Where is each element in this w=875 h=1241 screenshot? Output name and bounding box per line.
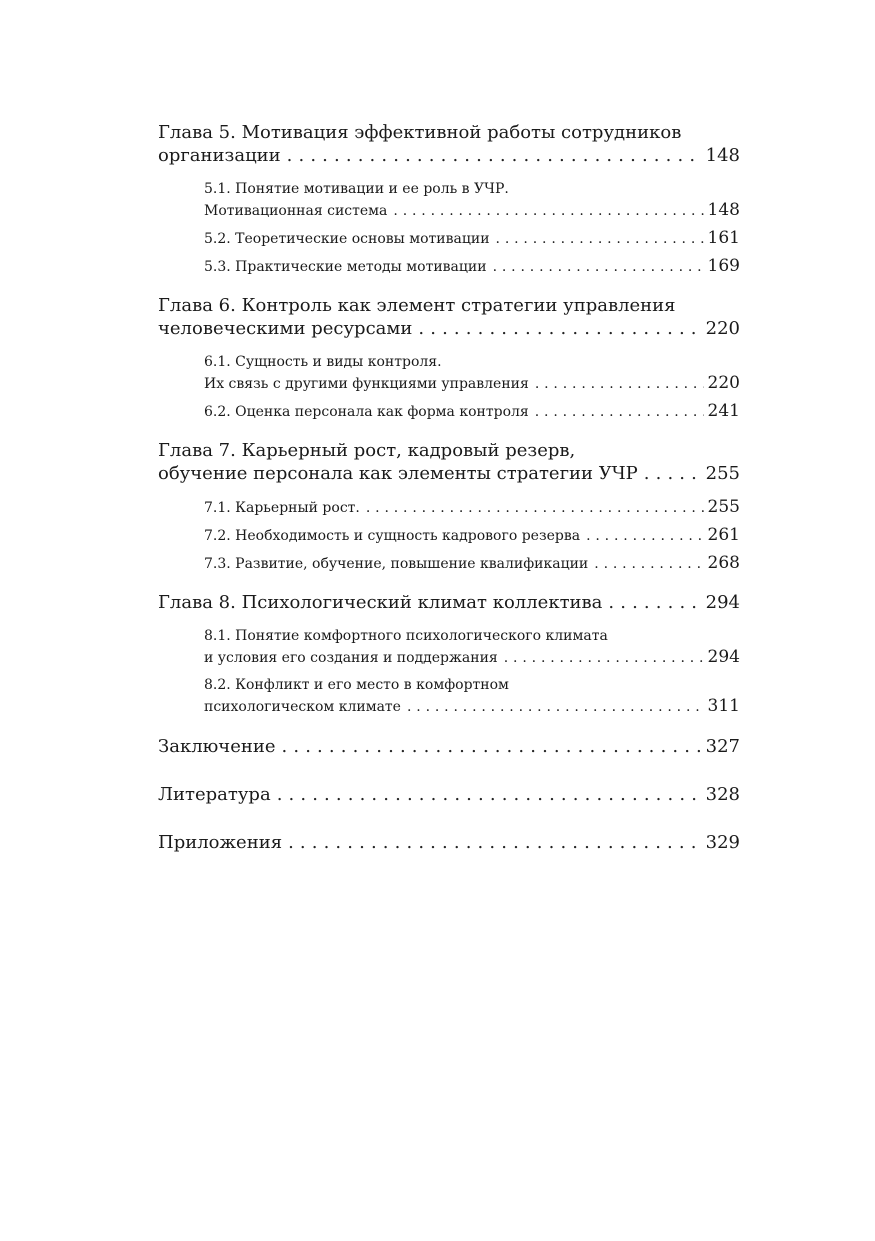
toc-section-title: 7.3. Развитие, обучение, повышение квалификации xyxy=(204,556,589,572)
toc-section-title: 8.2. Конфликт и его место в комфортном xyxy=(204,677,509,693)
toc-section-title: 5.2. Теоретические основы мотивации xyxy=(204,231,490,247)
toc-section-title-cont: психологическом климате xyxy=(204,699,401,715)
page-number: 148 xyxy=(705,145,740,166)
dot-leader xyxy=(418,317,701,340)
toc-section-title-cont: Мотивационная система xyxy=(204,203,388,219)
toc-chapter-8[interactable] xyxy=(158,591,740,614)
toc-section-title: 8.1. Понятие комфортного психологического климата xyxy=(204,628,608,644)
toc-chapter-title: Глава 5. Мотивация эффективной работы сотрудников xyxy=(158,122,682,143)
page-number: 161 xyxy=(707,228,740,248)
toc-section-7-2[interactable] xyxy=(204,525,740,547)
toc-section-5-1[interactable] xyxy=(204,179,740,222)
toc-chapter-title: Приложения xyxy=(158,832,283,853)
toc-literature[interactable] xyxy=(158,783,740,806)
dot-leader xyxy=(644,462,702,485)
toc-section-title: 7.1. Карьерный рост. xyxy=(204,500,360,516)
page-number: 328 xyxy=(705,784,740,805)
toc-section-7-3[interactable] xyxy=(204,553,740,575)
toc-chapter-title: Глава 6. Контроль как элемент стратегии управления xyxy=(158,295,676,316)
toc-chapter-7[interactable] xyxy=(158,439,740,485)
page-number: 169 xyxy=(707,256,740,276)
toc-appendices[interactable] xyxy=(158,831,740,854)
toc-section-title: 5.3. Практические методы мотивации xyxy=(204,259,487,275)
page-number: 255 xyxy=(705,463,740,484)
dot-leader xyxy=(496,229,704,250)
toc-chapter-title-cont: обучение персонала как элементы стратегии УЧР xyxy=(158,463,638,484)
dot-leader xyxy=(407,697,704,718)
page-number: 255 xyxy=(707,497,740,517)
toc-section-6-2[interactable] xyxy=(204,401,740,423)
page-number: 327 xyxy=(705,736,740,757)
toc-section-8-2[interactable] xyxy=(204,675,740,718)
toc-section-6-1[interactable] xyxy=(204,352,740,395)
toc-conclusion[interactable] xyxy=(158,735,740,758)
page-number: 294 xyxy=(705,592,740,613)
dot-leader xyxy=(586,526,703,547)
page-number: 220 xyxy=(707,373,740,393)
dot-leader xyxy=(393,201,703,222)
page-number: 220 xyxy=(705,318,740,339)
dot-leader xyxy=(594,554,703,575)
page-number: 261 xyxy=(707,525,740,545)
page-number: 329 xyxy=(705,832,740,853)
page-number: 294 xyxy=(707,647,740,667)
page-number: 241 xyxy=(707,401,740,421)
toc-chapter-title: Заключение xyxy=(158,736,276,757)
toc-section-title: 6.2. Оценка персонала как форма контроля xyxy=(204,404,529,420)
toc-section-title: 6.1. Сущность и виды контроля. xyxy=(204,354,442,370)
toc-section-title: 7.2. Необходимость и сущность кадрового резерва xyxy=(204,528,581,544)
dot-leader xyxy=(288,831,702,854)
page-number: 268 xyxy=(707,553,740,573)
toc-section-5-3[interactable] xyxy=(204,256,740,278)
toc-chapter-title: Литература xyxy=(158,784,271,805)
dot-leader xyxy=(535,374,704,395)
dot-leader xyxy=(282,735,702,758)
toc-section-5-2[interactable] xyxy=(204,228,740,250)
toc-section-7-1[interactable] xyxy=(204,497,740,519)
dot-leader xyxy=(535,402,704,423)
page-number: 311 xyxy=(707,696,740,716)
dot-leader xyxy=(504,648,704,669)
page-number: 148 xyxy=(707,200,740,220)
toc-section-title-cont: Их связь с другими функциями управления xyxy=(204,376,529,392)
toc-chapter-title-cont: организации xyxy=(158,145,281,166)
toc-chapter-title-cont: человеческими ресурсами xyxy=(158,318,413,339)
toc-chapter-title: Глава 8. Психологический климат коллектива xyxy=(158,592,603,613)
toc-chapter-title: Глава 7. Карьерный рост, кадровый резерв, xyxy=(158,440,576,461)
toc-section-title-cont: и условия его создания и поддержания xyxy=(204,650,498,666)
toc-section-title: 5.1. Понятие мотивации и ее роль в УЧР. xyxy=(204,181,509,197)
dot-leader xyxy=(277,783,702,806)
dot-leader xyxy=(366,498,704,519)
dot-leader xyxy=(493,257,704,278)
toc-chapter-5[interactable] xyxy=(158,121,740,167)
dot-leader xyxy=(287,144,702,167)
toc-section-8-1[interactable] xyxy=(204,626,740,669)
dot-leader xyxy=(608,591,701,614)
table-of-contents xyxy=(158,121,740,854)
toc-chapter-6[interactable] xyxy=(158,294,740,340)
